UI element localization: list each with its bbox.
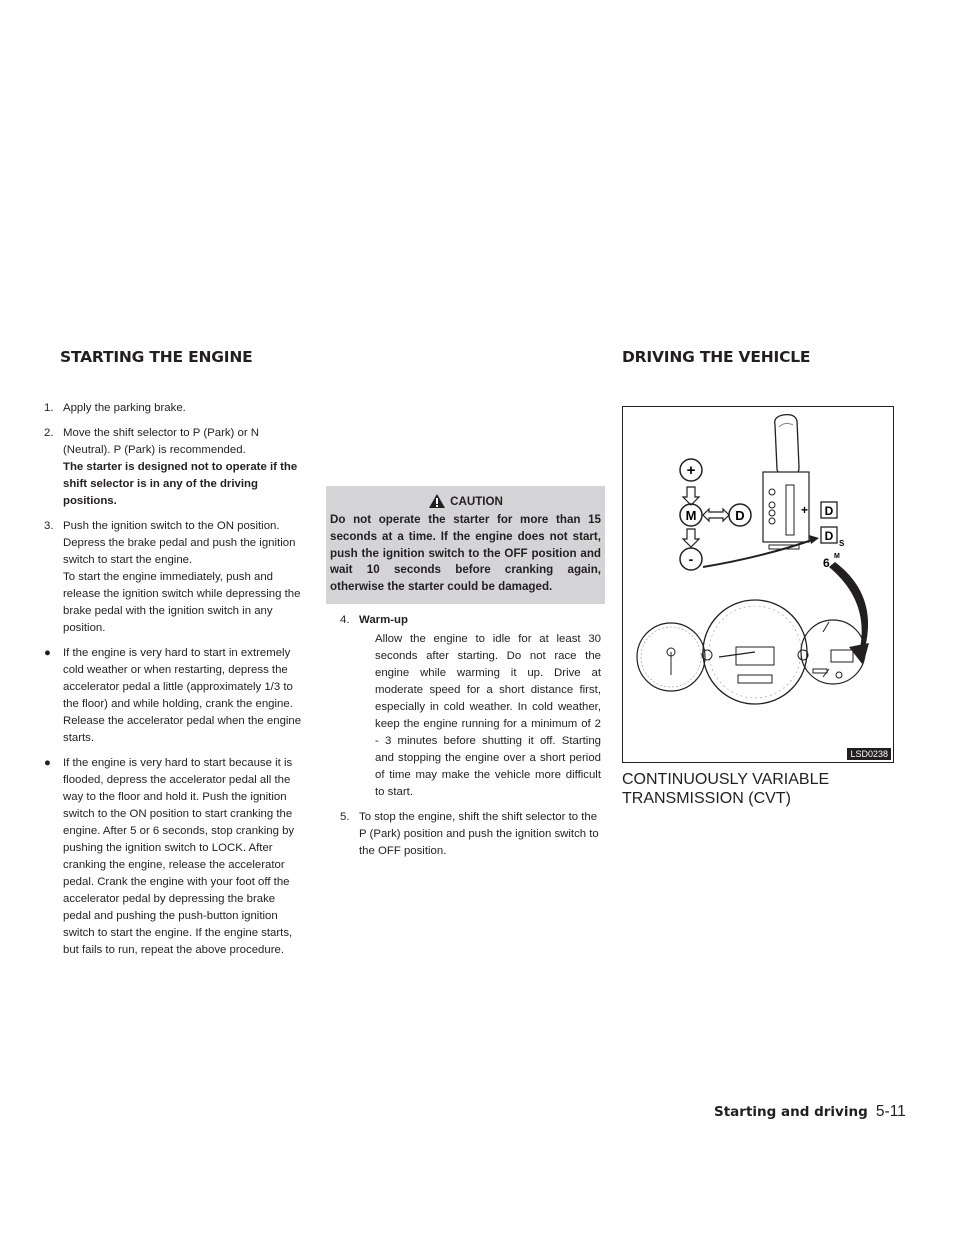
m-label: M bbox=[685, 508, 697, 523]
bullet-icon: ● bbox=[44, 647, 51, 659]
step-extra: To start the engine immediately, push and release the ignition switch while depressing the brake pedal with the ignition switch in any position. bbox=[63, 571, 301, 634]
step-5 bbox=[326, 809, 601, 860]
shift-lever bbox=[763, 415, 809, 549]
ds-subscript: S bbox=[839, 539, 845, 548]
warning-triangle-icon bbox=[428, 493, 446, 509]
six-label: 6 bbox=[823, 556, 830, 570]
six-superscript: M bbox=[834, 553, 840, 560]
step-number: 5. bbox=[340, 810, 350, 823]
cvt-heading-line2: TRANSMISSION (CVT) bbox=[622, 790, 791, 807]
step-text: Move the shift selector to P (Park) or N (Neutral). P (Park) is recommended. bbox=[63, 427, 260, 456]
step-text: Push the ignition switch to the ON position. Depress the brake pedal and push the ignition switch to start the engine. bbox=[63, 520, 296, 566]
step-2 bbox=[30, 425, 305, 510]
caution-box bbox=[326, 486, 605, 604]
bullet-icon: ● bbox=[44, 757, 51, 769]
caution-title: CAUTION bbox=[450, 494, 503, 508]
instrument-cluster bbox=[637, 600, 865, 704]
section-title-starting: STARTING THE ENGINE bbox=[60, 348, 253, 366]
step-1 bbox=[30, 400, 305, 417]
d-box-label: D bbox=[824, 504, 834, 518]
curved-arrow-icon bbox=[829, 562, 868, 655]
step-number: 4. bbox=[340, 613, 350, 626]
svg-text:+: + bbox=[801, 503, 809, 517]
bullet-text: If the engine is very hard to start because it is flooded, depress the accelerator pedal all the way to the floor and hold it. Push the ignition switch to the ON position to start cranking the engine. After 5 or 6 seconds, stop cranking by pushing the ignition switch to LOCK. After cranking the engine, release the accelerator pedal. Crank the engine with your foot off the accelerator pedal by depressing the brake pedal and pushing the push-button ignition switch to start the engine. If the engine starts, but fails to run, repeat the above procedure. bbox=[63, 757, 295, 956]
bullet-text: If the engine is very hard to start in extremely cold weather or when restarting, depress the accelerator pedal a little (approximately 1/3 to the floor) and while holding, crank the engine. Release the accelerator pedal when the engine starts. bbox=[63, 647, 302, 744]
step-text: Apply the parking brake. bbox=[63, 402, 186, 414]
step-number: 1. bbox=[44, 402, 54, 414]
step-text: To stop the engine, shift the shift selector to the P (Park) position and push the ignition switch to the OFF position. bbox=[359, 810, 599, 857]
cvt-diagram bbox=[623, 407, 893, 762]
cvt-heading-line1: CONTINUOUSLY VARIABLE bbox=[622, 771, 830, 788]
column-middle bbox=[326, 400, 601, 868]
d-label: D bbox=[735, 508, 745, 523]
bullet-continuation-spacer bbox=[326, 400, 601, 486]
step-title: Warm-up bbox=[359, 613, 408, 626]
cvt-heading bbox=[622, 770, 829, 808]
plus-label: + bbox=[686, 462, 696, 479]
section-title-driving: DRIVING THE VEHICLE bbox=[622, 348, 811, 366]
step-4-heading bbox=[326, 612, 601, 629]
page-footer bbox=[714, 1103, 906, 1121]
step-3 bbox=[30, 518, 305, 637]
ds-box-label: D bbox=[824, 529, 834, 543]
bullet-flooded bbox=[30, 755, 305, 959]
caution-text: Do not operate the starter for more than 15 seconds at a time. If the engine does not start, push the ignition switch to the OFF position and wait 10 seconds before cranking again, otherwise the starter could be damaged. bbox=[330, 513, 601, 594]
step-4-text: Allow the engine to idle for at least 30 seconds after starting. Do not race the engine while warming it up. Drive at moderate speed for a short distance first, especially in cold weather. In cold weather, keep the engine running for a minimum of 2 - 3 minutes before shutting it off. Starting and stopping the engine over a short period of time may make the vehicle more difficult to start. bbox=[375, 632, 601, 798]
page-number: 5-11 bbox=[875, 1103, 906, 1120]
column-left bbox=[30, 400, 305, 959]
bullet-cold-weather bbox=[30, 645, 305, 747]
footer-section: Starting and driving bbox=[714, 1104, 868, 1120]
step-number: 2. bbox=[44, 427, 54, 439]
figure-code: LSD0238 bbox=[847, 748, 891, 760]
step-number: 3. bbox=[44, 520, 54, 532]
gear-indicator-boxes bbox=[821, 502, 845, 570]
shift-mode-diagram bbox=[680, 459, 751, 570]
minus-label: - bbox=[688, 551, 694, 567]
cvt-shift-illustration bbox=[622, 406, 894, 763]
caution-header bbox=[330, 490, 601, 512]
step-note: The starter is designed not to operate if the shift selector is in any of the driving positions. bbox=[63, 461, 298, 507]
